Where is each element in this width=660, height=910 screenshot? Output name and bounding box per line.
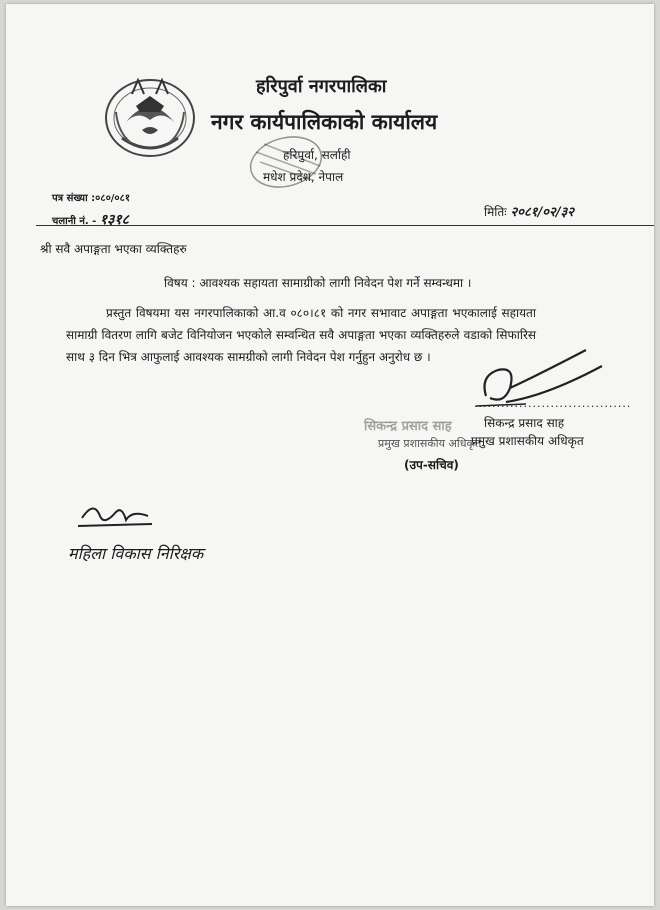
letter-page — [6, 4, 654, 906]
letter-number-label: पत्र संख्या : — [52, 193, 96, 204]
signatory-title: प्रमुख प्रशासकीय अधिकृत — [471, 434, 584, 448]
stamp-title: प्रमुख प्रशासकीय अधिकृत — [378, 437, 482, 450]
dispatch-number-value: १३१८ — [99, 212, 129, 228]
subject-line: विषय : आवश्यक सहायता सामाग्रीको लागी निवेदन पेश गर्ने सम्वन्धमा । — [164, 276, 472, 290]
municipality-name: हरिपुर्वा नगरपालिका — [256, 76, 387, 97]
nepal-emblem-icon — [102, 72, 198, 160]
date-value: २०८१/०२/३२ — [510, 205, 575, 220]
letter-date — [484, 202, 574, 220]
dispatch-number — [52, 210, 129, 229]
signature-line: ................................... — [474, 397, 632, 410]
handwritten-signature-icon — [76, 498, 156, 534]
dispatch-number-label: चलानी नं. - — [52, 216, 97, 227]
signatory-name: सिकन्द्र प्रसाद साह — [484, 416, 565, 430]
letter-body-text: प्रस्तुत विषयमा यस नगरपालिकाको आ.व ०८०।८१ को नगर सभावाट अपाङ्गता भएकालाई सहायता सामाग्री वितरण लागि बजेट विनियोजन भएकोले सम्वन्धित सवै अपाङ्गता भएका व्यक्तिहरुले वडाको सिफारिस साथ ३ दिन भित्र आफुलाई आवश्यक सामग्रीको लागी निवेदन पेश गर्नुहुन अनुरोध छ । — [66, 306, 536, 364]
district-line: हरिपुर्वा, सर्लाही — [283, 148, 351, 162]
letter-number-value: ०८०/०८१ — [95, 193, 131, 204]
header-divider — [36, 225, 654, 226]
province-line: मधेश प्रदेश, नेपाल — [263, 170, 344, 184]
office-name: नगर कार्यपालिकाको कार्यालय — [211, 110, 438, 134]
signatory-rank: (उप-सचिव) — [404, 458, 459, 472]
date-label: मितिः — [484, 205, 507, 219]
handwritten-note: महिला विकास निरिक्षक — [68, 544, 204, 563]
letter-number — [52, 190, 130, 204]
recipient-line: श्री सवै अपाङ्गता भएका व्यक्तिहरु — [40, 242, 187, 256]
stamp-name: सिकन्द्र प्रसाद साह — [364, 419, 452, 434]
